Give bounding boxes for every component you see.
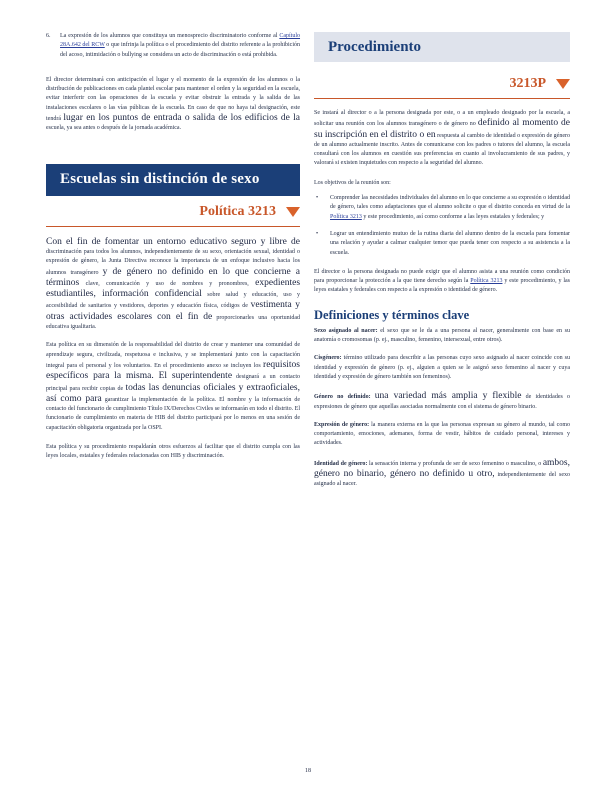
list-number: 6. <box>46 33 51 39</box>
policy-heading <box>46 204 300 220</box>
definitions-list <box>314 327 570 490</box>
procedure-paragraph-3 <box>314 268 570 296</box>
para1-emphasis-4: vestimenta y otras actividades escolares con el fin de <box>46 300 301 322</box>
bullet-icon: • <box>316 230 319 237</box>
definition-item <box>314 391 570 412</box>
list-item-text <box>60 32 300 60</box>
page-number: 18 <box>305 768 311 774</box>
para1-text-4: proporcionarles una oportunidad educativa igualitaria. <box>46 314 301 331</box>
director-emphasis: lugar en los puntos de entrada o salida de los edificios de la <box>63 113 301 124</box>
policy-label: Política 3213 <box>199 203 276 219</box>
director-tail: escuela, ya sea antes o después de la jornada académica. <box>46 125 182 132</box>
objectives-intro: Los objetivos de la reunión son: <box>314 179 391 186</box>
definition-term: Sexo asignado al nacer: <box>314 327 378 334</box>
director-paragraph <box>46 76 300 134</box>
list-item <box>314 194 570 222</box>
definition-item <box>314 327 570 346</box>
definition-text: la sensación interna y profunda de ser de sexo femenino o masculino, o <box>369 460 542 467</box>
definition-text: el sexo que se le da a una persona al nacer, generalmente con base en su anatomía o cromosomas (p. ej., masculino, femenino, intersexual, entre otros). <box>314 327 571 344</box>
right-column <box>314 32 570 490</box>
definition-term: Cisgénero: <box>314 355 342 362</box>
banner-title: Escuelas sin distinción de sexo <box>60 171 260 188</box>
bullet-text <box>330 230 570 258</box>
para2-emphasis-1: requisitos específicos para la misma. El superintendente <box>46 359 300 382</box>
definition-item <box>314 354 570 382</box>
rcw-link[interactable]: Capítulo 28A.642 del RCW <box>60 33 301 49</box>
definition-emphasis: ambos, género no binario, género no definido u otro, <box>314 457 571 480</box>
definition-text: de identidades o expresiones de género que aquellas asociadas normalmente con el sistema de género binario. <box>314 394 571 410</box>
list-item <box>314 230 570 258</box>
proc-p3-text-before: El director o la persona designada no puede exigir que el alumno asista a una reunión como condición para proporcionar la protección a la que tiene derecho según la <box>314 268 570 285</box>
para1-text-3: sobre salud y educación, uso y accesibilidad de sanitarios y vestidores, deportes y educación física, códigos de <box>46 292 301 310</box>
para2-emphasis-2: todas las denuncias oficiales y extraoficiales, así como para <box>46 382 301 404</box>
para1-emphasis-2: y de género no definido en lo que concierne a términos <box>46 266 300 288</box>
policy-3213-link[interactable]: Política 3213 <box>330 213 362 220</box>
proc-p1-emphasis: definido al momento de su inscripción en el distrito o en <box>314 118 571 140</box>
definition-emphasis: una variedad más amplia y flexible <box>374 391 522 402</box>
bullet-text <box>330 194 570 222</box>
definition-term: Expresión de género: <box>314 421 370 428</box>
definition-item <box>314 421 570 449</box>
procedure-paragraph-1 <box>314 109 570 169</box>
procedure-heading <box>314 76 570 92</box>
proc-p3-text-after: y este procedimiento, y las leyes estatales y federales con respecto a la expresión o identidad de género. <box>314 278 571 294</box>
triangle-down-icon <box>286 207 300 217</box>
list-item-6 <box>46 32 300 60</box>
item-text-before: La expresión de los alumnos que constituya un menosprecio discriminatorio conforme al <box>60 33 278 39</box>
objectives-list <box>314 194 570 258</box>
definition-tail: independientemente del sexo asignado al nacer. <box>314 472 570 488</box>
director-text: El director determinará con anticipación el lugar y el momento de la expresión de los alumnos o la distribución de publicaciones en cada plantel escolar para mantener el orden y la seguridad en la escuela, evitar interferir con las operaciones de la escuela y evitar obstruir la entrada y la salida de las instalaciones escolares o las vías públicas de la escuela. En caso de que no haya tal designación, este tendrá <box>46 76 300 123</box>
policy-paragraph-3: Esta política y su procedimiento respaldarán otros esfuerzos al facilitar que el distrito cumpla con las leyes locales, estatales y federales relacionadas con HIB y discriminación. <box>46 444 300 460</box>
procedure-header <box>314 32 570 62</box>
policy-paragraph-1 <box>46 237 300 333</box>
proc-p1-text-2: respuesta al cambio de identidad o expresión de género de un alumno actualmente inscrito. Antes de comunicarse con los padres o tutores del alumno, la escuela consultará con los alumnos en cuestión sus preferencias en cuanto al involucramiento de sus padres, y valorará si existen inquietudes con respecto a la seguridad del alumno. <box>314 132 571 167</box>
triangle-down-icon <box>556 79 570 89</box>
procedure-title: Procedimiento <box>328 38 422 55</box>
para2-text-3: garantizar la implementación de la política. El nombre y la información de contacto del funcionario de cumplimiento Título IX/Derechos Civiles se informarán en todo el distrito. El funcionario de cumplimiento en materia de HIB del distrito participará por lo menos en una sesión de capacitación obligatoria organizada por la OSPI. <box>46 396 301 431</box>
definition-term: Género no definido: <box>314 394 371 401</box>
policy-paragraph-2 <box>46 341 300 433</box>
para2-text-1: Esta política en su dimensión de la responsabilidad del distrito de crear y mantener una comunidad de aprendizaje segura, civilizada, respetuosa e inclusiva, y se implementará junto con la capacitación integral para el personal y los voluntarios. En el procedimiento anexo se incluyen los <box>46 342 300 369</box>
bullet-text-before: Comprender las necesidades individuales del alumno en lo que concierne a su expresión o identidad de género, tales como adaptaciones que el alumno solicite o que el distrito conceda en virtud de la <box>330 195 570 211</box>
definition-text: la manera externa en la que las personas expresan su género al mundo, tal como comportamiento, emociones, ademanes, forma de vestir, hábitos de cuidado personal, intereses y actividades. <box>314 421 570 447</box>
section-banner <box>46 164 300 196</box>
bullet-text-before: Lograr un entendimiento mutuo de la rutina diaria del alumno dentro de la escuela para fomentar una relación y ayudar a calmar cualquier temor que pueda tener con respecto a su asistencia a la escuela. <box>330 230 570 256</box>
para2-text-2: designará a un contacto principal para recibir copias de <box>46 374 301 392</box>
definition-text: término utilizado para describir a las personas cuyo sexo asignado al nacer coincide con su identidad y expresión de género (p. ej., alguien a quien se le asignó sexo femenino al nacer y cuya identidad y expresión de género también son femeninos). <box>314 355 571 380</box>
proc-p1-text-1: Se instará al director o a la persona designada por este, o a un empleado designado por la escuela, a solicitar una reunión con los alumnos transgénero o de género no <box>314 110 570 128</box>
para1-text-1: discriminación para todos los alumnos, independientemente de su sexo, orientación sexual, identidad o expresión de género, la Junta Directiva reconoce la importancia de un enfoque inclusivo hacia los alumnos transgénero <box>46 248 300 276</box>
para1-emphasis-3: expedientes estudiantiles, información confidencial <box>46 277 301 300</box>
definitions-heading: Definiciones y términos clave <box>314 307 470 322</box>
procedure-label: 3213P <box>509 76 546 91</box>
para1-emphasis-1: Con el fin de fomentar un entorno educativo seguro y libre de <box>46 236 300 247</box>
definition-term: Identidad de género: <box>314 460 368 467</box>
policy-3213-link[interactable]: Política 3213 <box>470 278 503 285</box>
left-column <box>46 32 300 462</box>
bullet-icon: • <box>316 195 319 202</box>
para1-text-2: clave, comunicación y uso de nombres y pronombres, <box>85 280 249 287</box>
item-text-after: o que infrinja la política o el procedimiento del distrito referente a la prohibición del acoso, intimidación o bullying se considera un acto de discriminación o está prohibida. <box>60 42 300 58</box>
definition-item <box>314 458 570 490</box>
bullet-text-after: y este procedimiento, así como conforme a las leyes estatales y federales; y <box>363 213 545 220</box>
